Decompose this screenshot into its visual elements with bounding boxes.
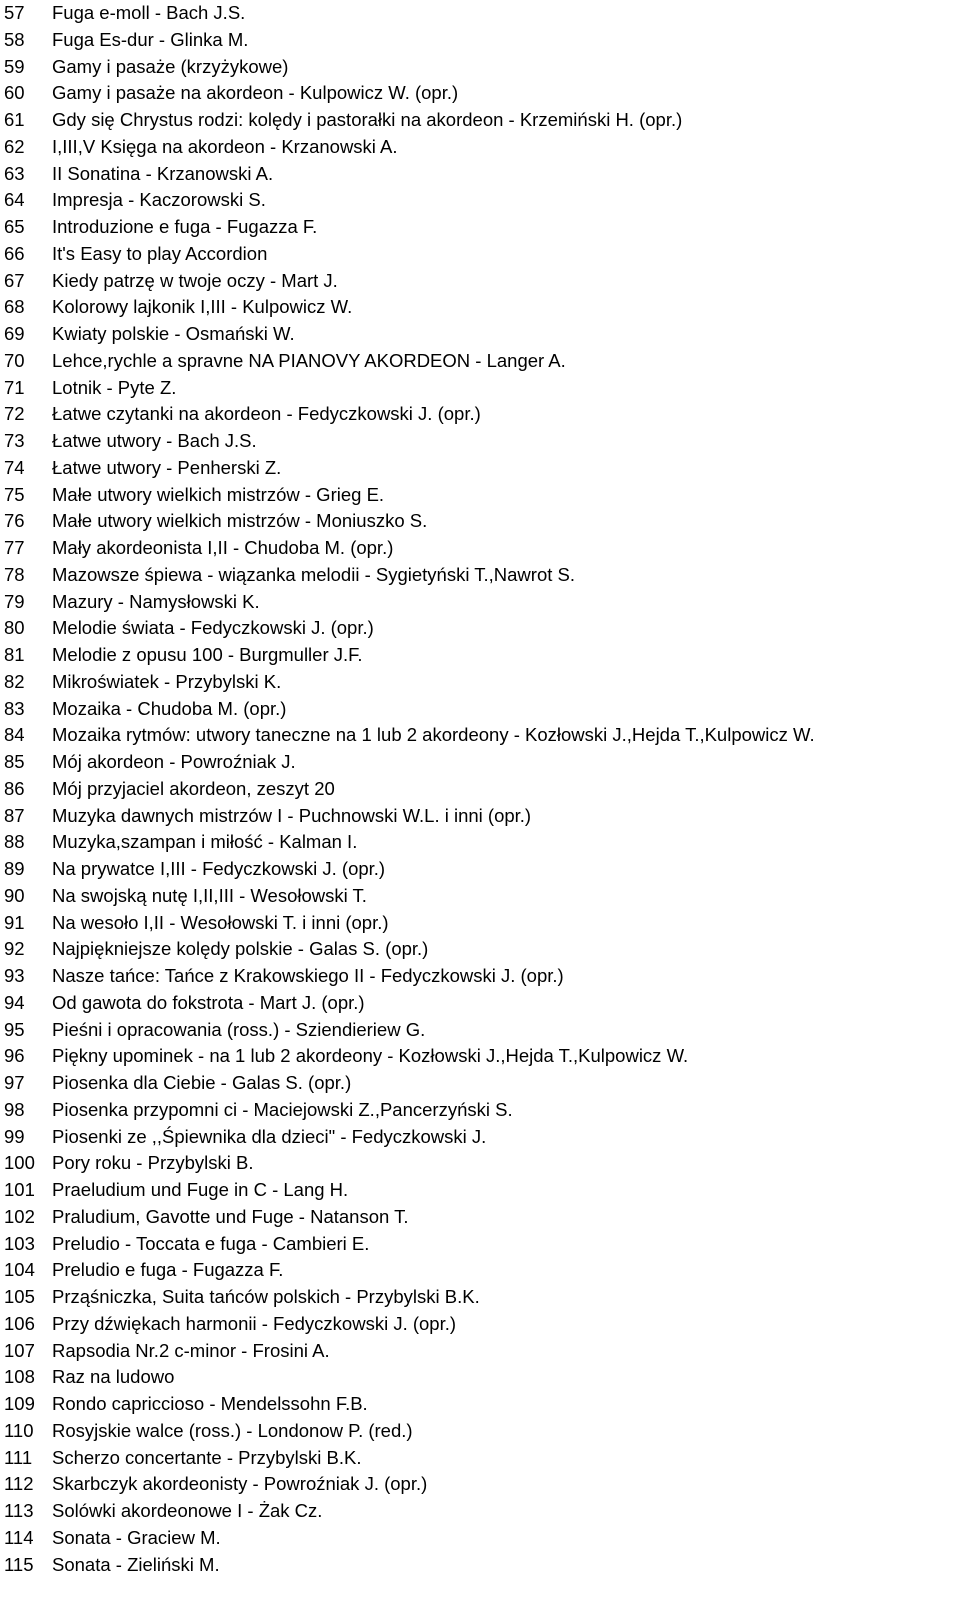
item-title: Prząśniczka, Suita tańców polskich - Przybylski B.K.: [52, 1286, 480, 1307]
item-number: 98: [4, 1098, 25, 1120]
item-number: 76: [4, 510, 25, 532]
item-number: 94: [4, 991, 25, 1013]
list-item: [0, 1391, 960, 1418]
item-number: 73: [4, 430, 25, 451]
item-title: Kolorowy lajkonik I,III - Kulpowicz W.: [52, 296, 353, 318]
item-number: 66: [4, 242, 25, 264]
list-item: [0, 1231, 960, 1258]
item-number: 62: [4, 135, 25, 157]
item-number: 80: [4, 617, 25, 639]
item-title: Melodie z opusu 100 - Burgmuller J.F.: [52, 644, 363, 665]
item-title: Fuga e-moll - Bach J.S.: [52, 2, 246, 23]
item-number: 113: [4, 1500, 34, 1521]
list-item: [0, 1177, 960, 1204]
item-number: 100: [4, 1152, 35, 1174]
item-number: 95: [4, 1018, 25, 1040]
list-item: [0, 1257, 960, 1284]
list-item: [0, 80, 960, 107]
item-title: Preludio e fuga - Fugazza F.: [52, 1259, 284, 1281]
list-item: [0, 910, 960, 937]
item-title: Introduzione e fuga - Fugazza F.: [52, 216, 318, 237]
list-item: [0, 321, 960, 348]
item-title: Skarbczyk akordeonisty - Powroźniak J. (opr.): [52, 1473, 428, 1495]
item-title: Najpiękniejsze kolędy polskie - Galas S. (opr.): [52, 938, 429, 960]
item-number: 106: [4, 1312, 35, 1334]
list-item: [0, 27, 960, 54]
item-title: Rosyjskie walce (ross.) - Londonow P. (red.): [52, 1419, 413, 1441]
list-item: [0, 1471, 960, 1498]
list-item: [0, 214, 960, 241]
item-title: Mozaika rytmów: utwory taneczne na 1 lub 2 akordeony - Kozłowski J.,Hejda T.,Kulpowicz W.: [52, 724, 815, 746]
item-title: Solówki akordeonowe I - Żak Cz.: [52, 1500, 323, 1521]
item-number: 84: [4, 724, 25, 746]
item-title: Sonata - Zieliński M.: [52, 1553, 220, 1575]
list-item: [0, 1150, 960, 1177]
item-number: 89: [4, 858, 25, 879]
item-title: Nasze tańce: Tańce z Krakowskiego II - Fedyczkowski J. (opr.): [52, 965, 564, 986]
item-number: 79: [4, 590, 25, 612]
item-title: Gamy i pasaże na akordeon - Kulpowicz W. (opr.): [52, 82, 459, 104]
item-title: Rondo capriccioso - Mendelssohn F.B.: [52, 1393, 368, 1414]
item-title: Łatwe czytanki na akordeon - Fedyczkowski J. (opr.): [52, 403, 481, 425]
list-item: [0, 482, 960, 509]
item-title: Muzyka,szampan i miłość - Kalman I.: [52, 831, 358, 853]
list-item: [0, 428, 960, 455]
item-title: Na wesoło I,II - Wesołowski T. i inni (opr.): [52, 911, 389, 933]
item-number: 63: [4, 162, 25, 184]
item-number: 88: [4, 831, 25, 853]
list-item: [0, 1498, 960, 1525]
list-item: [0, 0, 960, 27]
list-item: [0, 1338, 960, 1365]
item-number: 97: [4, 1072, 25, 1093]
item-number: 101: [4, 1179, 35, 1200]
list-item: [0, 1284, 960, 1311]
item-number: 61: [4, 109, 25, 130]
list-item: [0, 187, 960, 214]
item-number: 65: [4, 216, 25, 237]
list-item: [0, 1418, 960, 1445]
item-title: Kwiaty polskie - Osmański W.: [52, 323, 295, 344]
item-title: Na prywatce I,III - Fedyczkowski J. (opr.): [52, 858, 386, 879]
item-number: 78: [4, 563, 25, 585]
list-item: [0, 508, 960, 535]
item-title: Impresja - Kaczorowski S.: [52, 189, 266, 211]
item-number: 68: [4, 296, 25, 318]
item-number: 115: [4, 1553, 34, 1575]
item-number: 103: [4, 1232, 35, 1254]
list-item: [0, 134, 960, 161]
list-item: [0, 803, 960, 830]
list-item: [0, 268, 960, 295]
item-number: 96: [4, 1045, 25, 1067]
item-title: Piosenka dla Ciebie - Galas S. (opr.): [52, 1072, 352, 1093]
item-number: 99: [4, 1125, 25, 1147]
item-title: Lehce,rychle a spravne NA PIANOVY AKORDEON - Langer A.: [52, 349, 566, 371]
list-item: [0, 1525, 960, 1552]
item-title: Mikroświatek - Przybylski K.: [52, 670, 282, 692]
item-number: 58: [4, 28, 25, 50]
item-title: Przy dźwiękach harmonii - Fedyczkowski J. (opr.): [52, 1312, 457, 1334]
item-title: Sonata - Graciew M.: [52, 1526, 221, 1548]
item-title: Kiedy patrzę w twoje oczy - Mart J.: [52, 269, 338, 291]
item-number: 57: [4, 2, 25, 23]
item-number: 69: [4, 323, 25, 344]
item-number: 87: [4, 804, 25, 826]
item-title: Fuga Es-dur - Glinka M.: [52, 28, 249, 50]
item-number: 109: [4, 1393, 35, 1414]
item-title: Piosenka przypomni ci - Maciejowski Z.,Pancerzyński S.: [52, 1098, 513, 1120]
list-item: [0, 1043, 960, 1070]
item-title: Gamy i pasaże (krzyżykowe): [52, 55, 289, 77]
item-title: Raz na ludowo: [52, 1366, 175, 1388]
item-title: Preludio - Toccata e fuga - Cambieri E.: [52, 1232, 370, 1254]
item-number: 111: [4, 1446, 33, 1468]
item-title: Scherzo concertante - Przybylski B.K.: [52, 1446, 362, 1468]
item-number: 110: [4, 1419, 34, 1441]
list-item: [0, 294, 960, 321]
item-number: 93: [4, 965, 25, 986]
item-number: 82: [4, 670, 25, 692]
list-item: [0, 1017, 960, 1044]
list-item: [0, 829, 960, 856]
item-title: Piękny upominek - na 1 lub 2 akordeony - Kozłowski J.,Hejda T.,Kulpowicz W.: [52, 1045, 689, 1067]
item-number: 90: [4, 884, 25, 906]
item-title: Mały akordeonista I,II - Chudoba M. (opr.): [52, 537, 394, 558]
list-item: [0, 1097, 960, 1124]
list-item: [0, 776, 960, 803]
item-title: Małe utwory wielkich mistrzów - Grieg E.: [52, 483, 385, 505]
item-number: 77: [4, 537, 25, 558]
item-number: 64: [4, 189, 25, 211]
item-title: Mój akordeon - Powroźniak J.: [52, 751, 296, 772]
list-item: [0, 54, 960, 81]
item-title: Pieśni i opracowania (ross.) - Sziendieriew G.: [52, 1018, 426, 1040]
item-number: 92: [4, 938, 25, 960]
item-title: Od gawota do fokstrota - Mart J. (opr.): [52, 991, 365, 1013]
item-title: Melodie świata - Fedyczkowski J. (opr.): [52, 617, 374, 639]
list-item: [0, 1070, 960, 1097]
list-item: [0, 990, 960, 1017]
list-item: [0, 1124, 960, 1151]
item-title: Piosenki ze ,,Śpiewnika dla dzieci" - Fedyczkowski J.: [52, 1125, 487, 1147]
list-item: [0, 722, 960, 749]
item-number: 59: [4, 55, 25, 77]
item-title: I,III,V Księga na akordeon - Krzanowski A.: [52, 135, 398, 157]
list-item: [0, 856, 960, 883]
list-item: [0, 963, 960, 990]
item-title: Mazowsze śpiewa - wiązanka melodii - Sygietyński T.,Nawrot S.: [52, 563, 575, 585]
list-item: [0, 1311, 960, 1338]
list-item: [0, 455, 960, 482]
list-item: [0, 936, 960, 963]
item-number: 108: [4, 1366, 35, 1388]
item-number: 104: [4, 1259, 35, 1281]
list-item: [0, 1364, 960, 1391]
item-title: Łatwe utwory - Bach J.S.: [52, 430, 257, 451]
item-title: Małe utwory wielkich mistrzów - Moniuszko S.: [52, 510, 428, 532]
list-item: [0, 161, 960, 188]
list-item: [0, 1204, 960, 1231]
item-number: 74: [4, 456, 25, 478]
item-number: 112: [4, 1473, 34, 1495]
item-number: 81: [4, 644, 25, 665]
list-item: [0, 241, 960, 268]
item-title: Muzyka dawnych mistrzów I - Puchnowski W.L. i inni (opr.): [52, 804, 532, 826]
item-number: 107: [4, 1339, 35, 1361]
item-number: 75: [4, 483, 25, 505]
item-title: It's Easy to play Accordion: [52, 242, 268, 264]
list-item: [0, 883, 960, 910]
item-number: 86: [4, 777, 25, 799]
item-number: 85: [4, 751, 25, 772]
list-item: [0, 1445, 960, 1472]
list-item: [0, 749, 960, 776]
list-item: [0, 401, 960, 428]
list-item: [0, 615, 960, 642]
item-number: 72: [4, 403, 25, 425]
list-item: [0, 375, 960, 402]
list-item: [0, 696, 960, 723]
item-number: 70: [4, 349, 25, 371]
item-title: Łatwe utwory - Penherski Z.: [52, 456, 282, 478]
item-title: Lotnik - Pyte Z.: [52, 376, 177, 398]
item-title: Praludium, Gavotte und Fuge - Natanson T.: [52, 1205, 409, 1227]
item-number: 60: [4, 82, 25, 104]
item-title: Mazury - Namysłowski K.: [52, 590, 260, 612]
item-number: 105: [4, 1286, 35, 1307]
list-item: [0, 562, 960, 589]
list-item: [0, 1552, 960, 1579]
item-number: 102: [4, 1205, 35, 1227]
list-item: [0, 642, 960, 669]
item-title: Rapsodia Nr.2 c-minor - Frosini A.: [52, 1339, 330, 1361]
item-title: Mój przyjaciel akordeon, zeszyt 20: [52, 777, 335, 799]
list-item: [0, 348, 960, 375]
list-item: [0, 535, 960, 562]
item-title: Praeludium und Fuge in C - Lang H.: [52, 1179, 349, 1200]
list-item: [0, 589, 960, 616]
item-title: Mozaika - Chudoba M. (opr.): [52, 697, 287, 719]
item-title: Gdy się Chrystus rodzi: kolędy i pastorałki na akordeon - Krzemiński H. (opr.): [52, 109, 683, 130]
list-item: [0, 669, 960, 696]
item-title: Na swojską nutę I,II,III - Wesołowski T.: [52, 884, 367, 906]
item-number: 91: [4, 911, 25, 933]
item-number: 67: [4, 269, 25, 291]
item-number: 114: [4, 1526, 34, 1548]
list-item: [0, 107, 960, 134]
item-title: Pory roku - Przybylski B.: [52, 1152, 254, 1174]
item-number: 71: [4, 376, 25, 398]
item-number: 83: [4, 697, 25, 719]
item-title: II Sonatina - Krzanowski A.: [52, 162, 274, 184]
